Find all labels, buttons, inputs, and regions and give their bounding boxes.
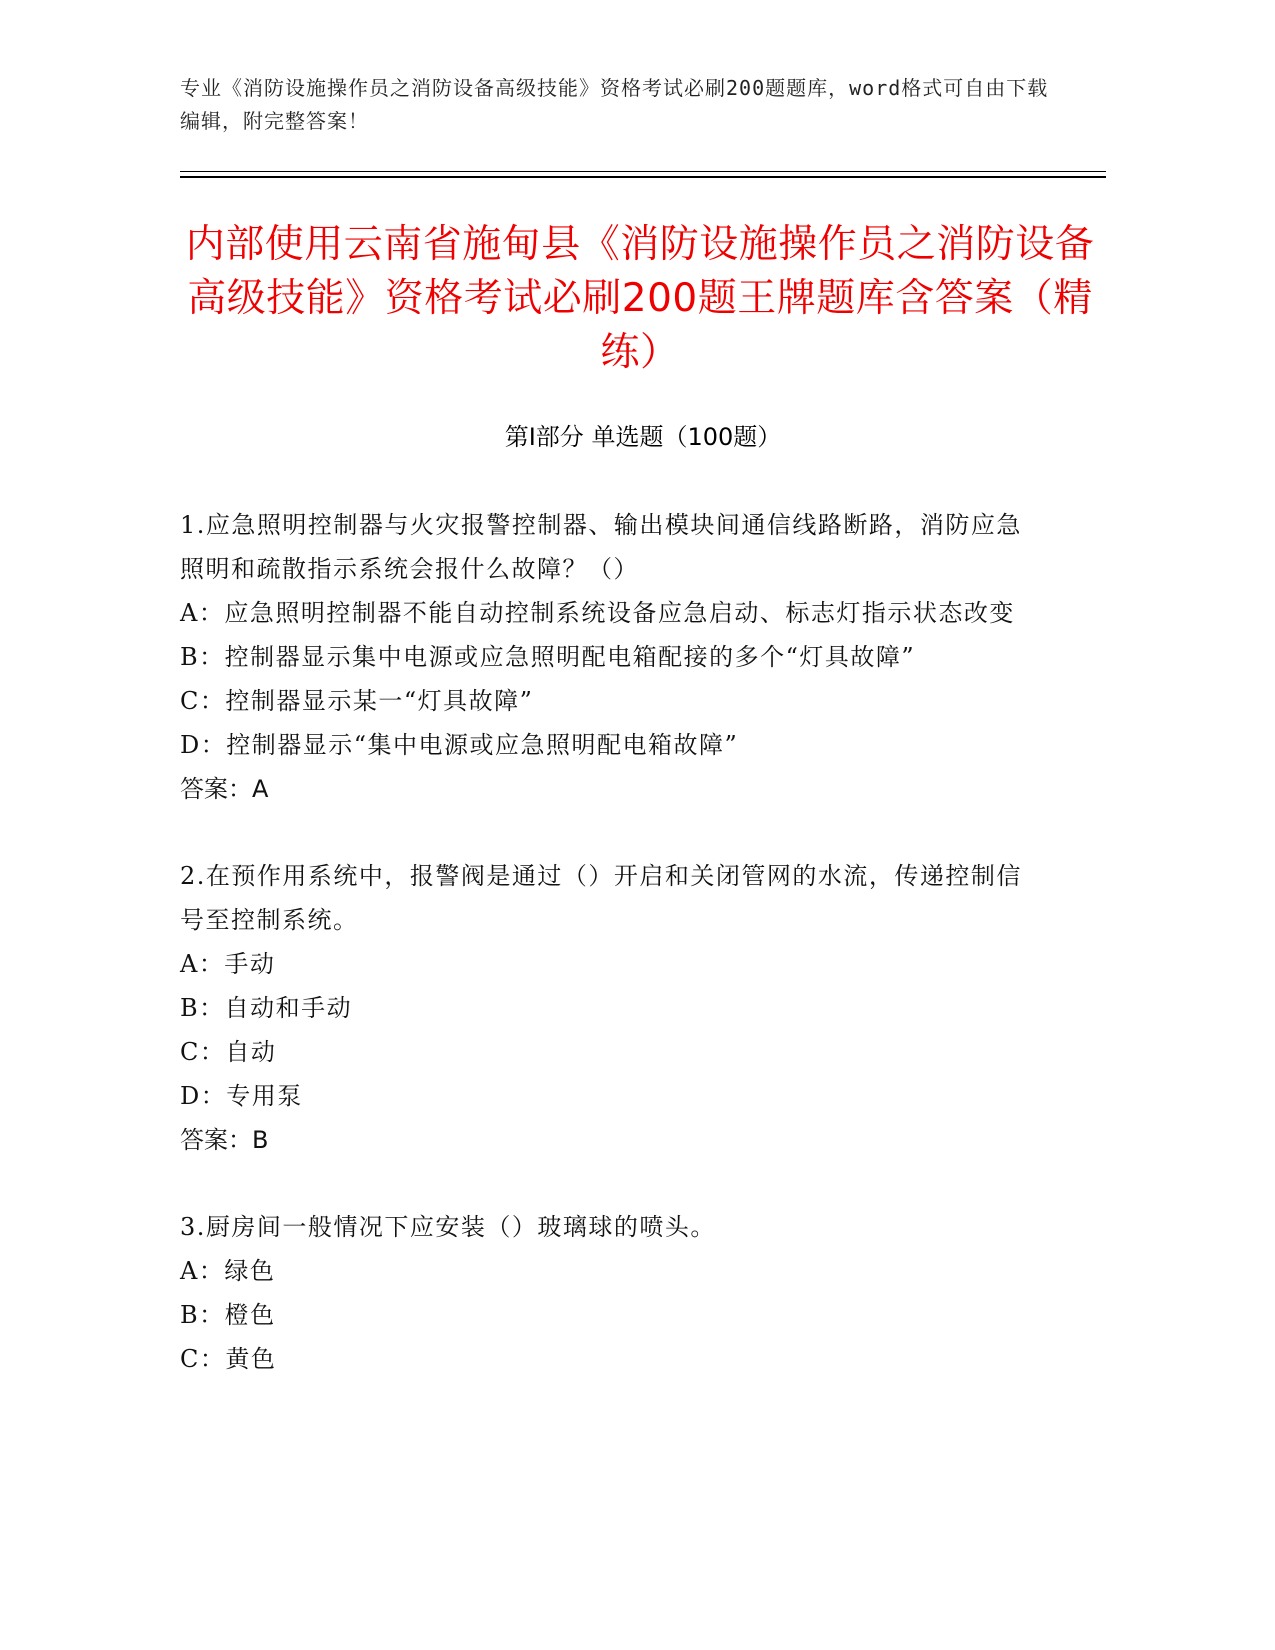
- option-d: D：控制器显示“集中电源或应急照明配电箱故障”: [180, 731, 739, 759]
- question-stem: 2.在预作用系统中，报警阀是通过（）开启和关闭管网的水流，传递控制信号至控制系统。: [180, 862, 1022, 934]
- document-title: 内部使用云南省施甸县《消防设施操作员之消防设备高级技能》资格考试必刷200题王牌题库含答案（精练）: [185, 222, 1095, 375]
- option-d: D：专用泵: [180, 1082, 303, 1110]
- question-stem: 1.应急照明控制器与火灾报警控制器、输出模块间通信线路断路，消防应急照明和疏散指示系统会报什么故障？（）: [180, 511, 1022, 583]
- option-c: C：黄色: [180, 1345, 277, 1373]
- header-divider-thick: [180, 176, 1106, 178]
- header-divider-thin: [180, 171, 1106, 172]
- option-a: A：应急照明控制器不能自动控制系统设备应急启动、标志灯指示状态改变: [180, 599, 1015, 627]
- answer-line: 答案：A: [180, 775, 269, 803]
- question-2: [180, 854, 1040, 1162]
- question-stem: 3.厨房间一般情况下应安装（）玻璃球的喷头。: [180, 1213, 716, 1241]
- question-1: [180, 503, 1040, 811]
- option-a: A：手动: [180, 950, 276, 978]
- answer-line: 答案：B: [180, 1126, 269, 1154]
- header-note: 专业《消防设施操作员之消防设备高级技能》资格考试必刷200题题库，word格式可自由下载编辑，附完整答案！: [180, 76, 1049, 133]
- question-list: [180, 503, 1040, 1424]
- question-3: [180, 1205, 1040, 1381]
- option-c: C：控制器显示某一“灯具故障”: [180, 687, 534, 715]
- option-b: B：控制器显示集中电源或应急照明配电箱配接的多个“灯具故障”: [180, 643, 916, 671]
- option-a: A：绿色: [180, 1257, 276, 1285]
- option-b: B：自动和手动: [180, 994, 353, 1022]
- option-c: C：自动: [180, 1038, 277, 1066]
- section-heading: 第Ⅰ部分 单选题（100题）: [504, 423, 782, 451]
- option-b: B：橙色: [180, 1301, 276, 1329]
